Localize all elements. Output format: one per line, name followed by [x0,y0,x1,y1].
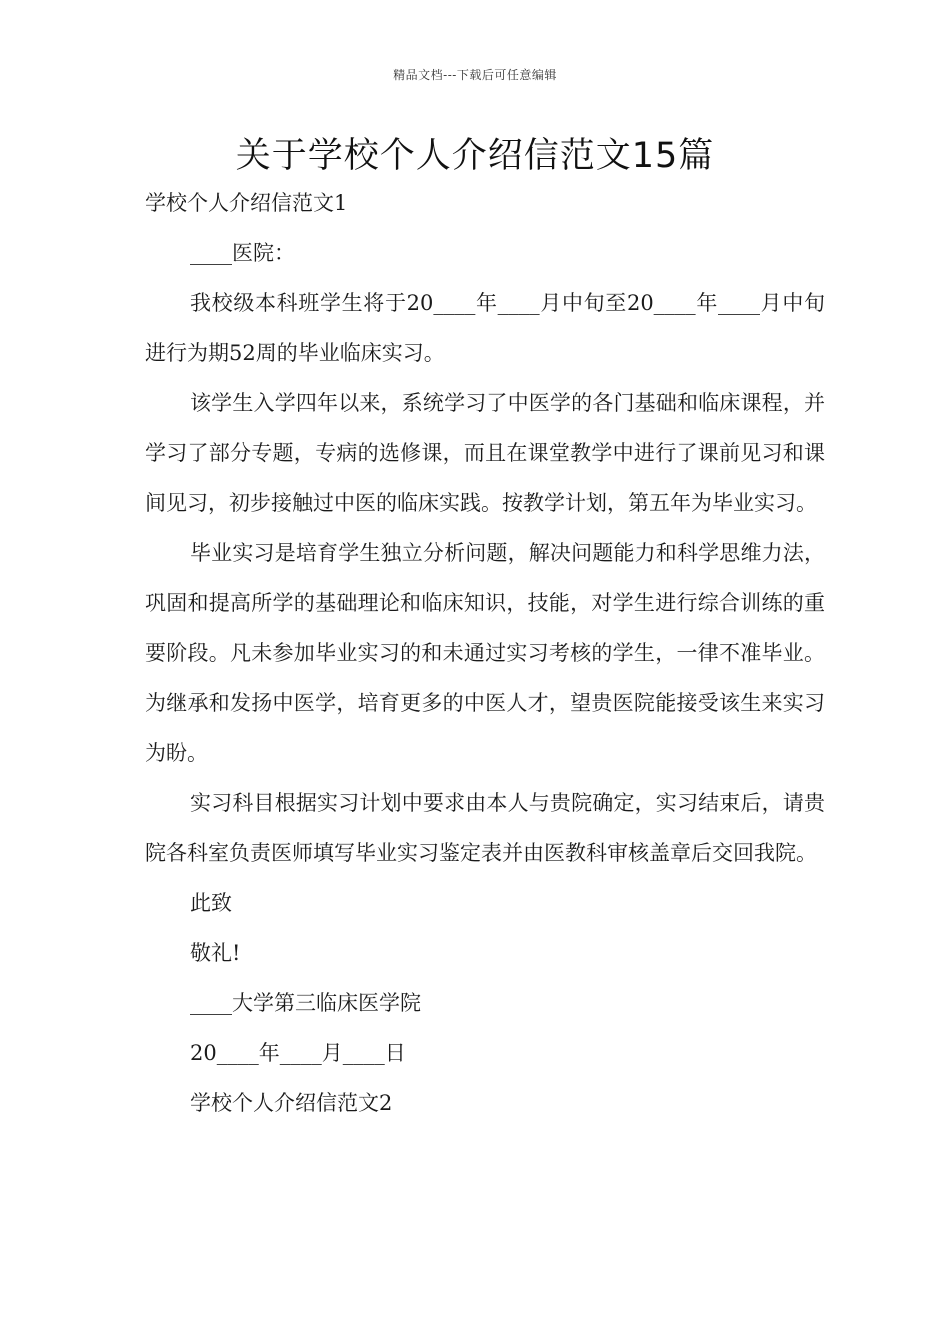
salutation: ____医院： [190,241,295,265]
document-body [145,178,825,1128]
paragraph-4: 实习科目根据实习计划中要求由本人与贵院确定，实习结束后，请贵院各科室负责医师填写毕业实习鉴定表并由医教科审核盖章后交回我院。 [145,791,825,865]
closing-line-2: 敬礼! [190,941,241,965]
closing-line-1: 此致 [190,891,232,915]
date-line: 20____年____月____日 [190,1041,406,1065]
document-title: 关于学校个人介绍信范文15篇 [235,136,715,176]
paragraph-1: 我校级本科班学生将于20____年____月中旬至20____年____月中旬进行为期52周的毕业临床实习。 [145,291,825,365]
paragraph-3: 毕业实习是培育学生独立分析问题，解决问题能力和科学思维力法，巩固和提高所学的基础理论和临床知识，技能，对学生进行综合训练的重要阶段。凡未参加毕业实习的和未通过实习考核的学生，一律不准毕业。为继承和发扬中医学，培育更多的中医人才，望贵医院能接受该生来实习为盼。 [145,541,825,765]
page-header: 精品文档---下载后可任意编辑 [393,68,557,82]
signature: ____大学第三临床医学院 [190,991,421,1015]
paragraph-2: 该学生入学四年以来，系统学习了中医学的各门基础和临床课程，并学习了部分专题，专病的选修课，而且在课堂教学中进行了课前见习和课间见习，初步接触过中医的临床实践。按教学计划，第五年为毕业实习。 [145,391,825,515]
letter-2-heading: 学校个人介绍信范文2 [190,1091,393,1115]
letter-1-heading: 学校个人介绍信范文1 [145,191,348,215]
